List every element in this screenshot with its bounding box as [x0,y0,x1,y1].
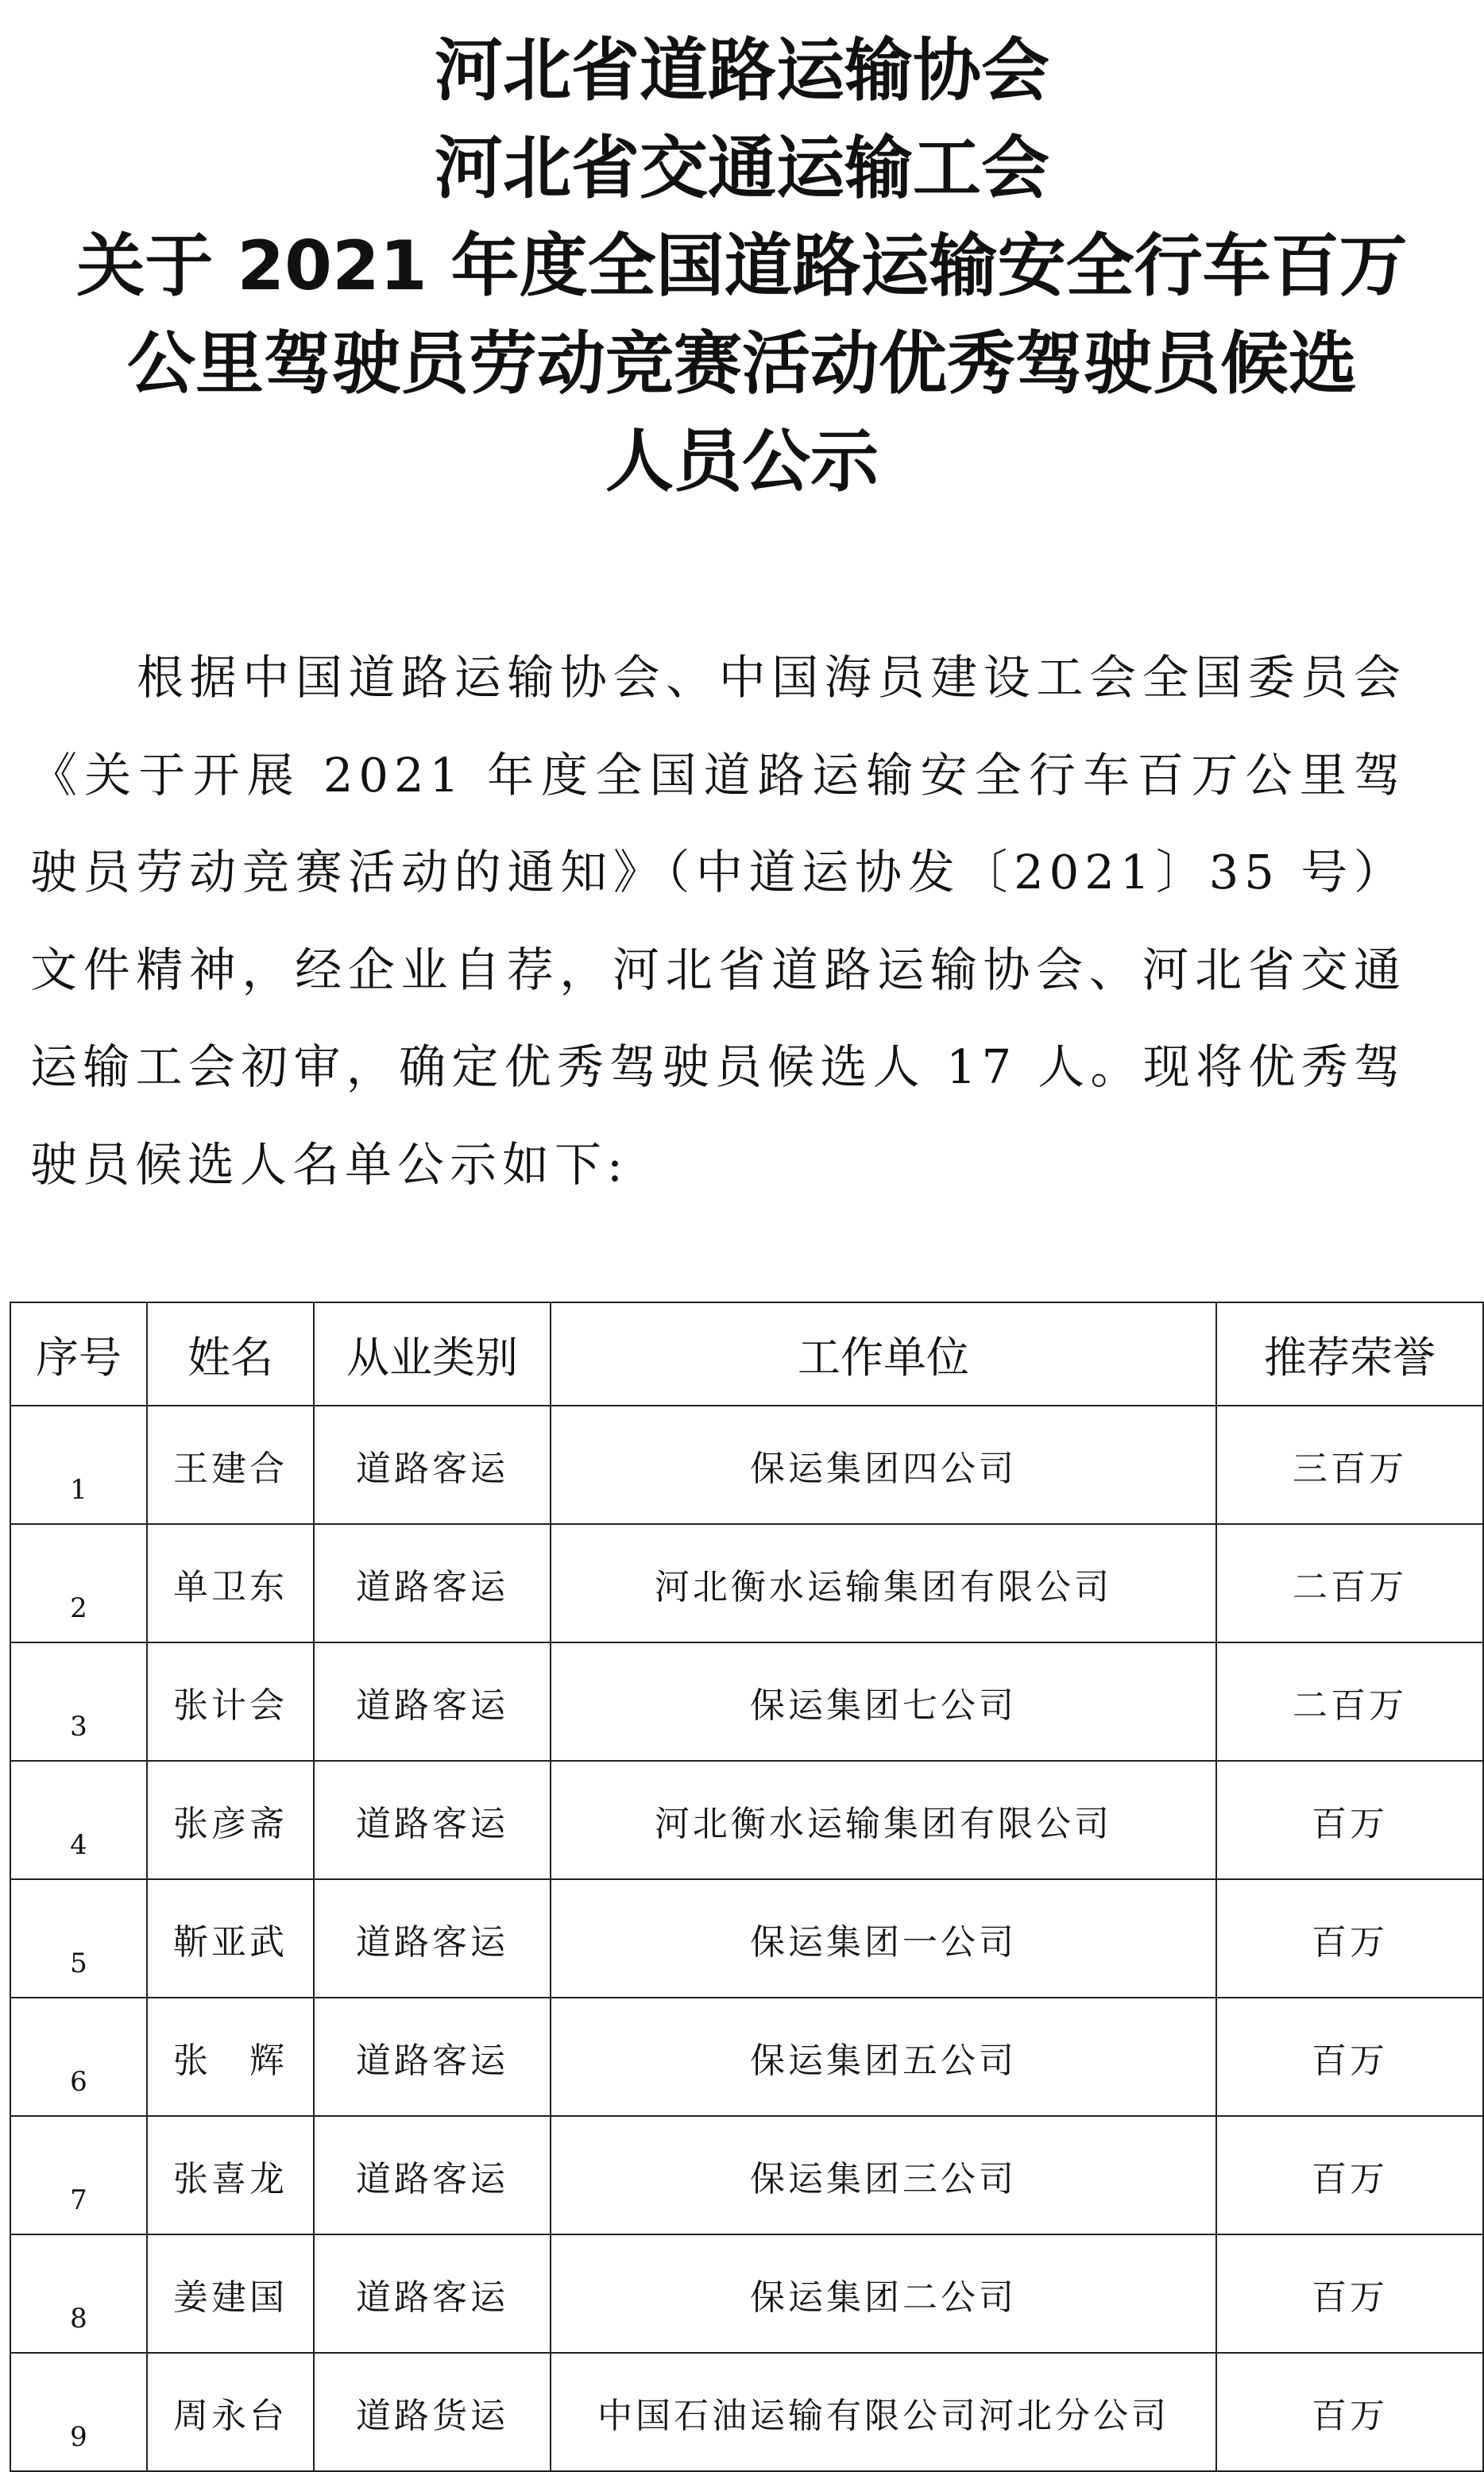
row-honor: 百万 [1216,2234,1483,2353]
row-index: 5 [10,1879,147,1998]
row-unit: 保运集团四公司 [551,1406,1216,1524]
row-category: 道路客运 [314,1524,551,1642]
header-honor: 推荐荣誉 [1216,1302,1483,1406]
row-honor: 百万 [1216,1761,1483,1879]
row-unit: 保运集团七公司 [551,1642,1216,1761]
row-category: 道路客运 [314,1761,551,1879]
header-unit: 工作单位 [551,1302,1216,1406]
title-line-3: 关于 2021 年度全国道路运输安全行车百万 [76,226,1408,306]
table-row [10,1879,1483,1998]
title-line-5: 人员公示 [605,422,879,501]
row-index: 7 [10,2116,147,2234]
row-name: 靳亚武 [147,1879,314,1998]
row-index: 9 [10,2353,147,2471]
row-category: 道路客运 [314,1879,551,1998]
row-name: 张 辉 [147,1998,314,2116]
row-category: 道路客运 [314,1406,551,1524]
table-row [10,1406,1483,1524]
title-line-2: 河北省交通运输工会 [435,129,1049,208]
row-category: 道路客运 [314,2234,551,2353]
row-name: 张彦斋 [147,1761,314,1879]
row-unit: 保运集团二公司 [551,2234,1216,2353]
header-category: 从业类别 [314,1302,551,1406]
candidate-table [10,1302,1484,2472]
row-name: 张喜龙 [147,2116,314,2234]
row-unit: 保运集团一公司 [551,1879,1216,1998]
table-row [10,1642,1483,1761]
header-name: 姓名 [147,1302,314,1406]
table-row [10,2116,1483,2234]
row-name: 周永台 [147,2353,314,2471]
row-category: 道路客运 [314,1998,551,2116]
title-line-1: 河北省道路运输协会 [435,31,1049,110]
row-name: 张计会 [147,1642,314,1761]
row-index: 4 [10,1761,147,1879]
row-index: 1 [10,1406,147,1524]
row-category: 道路客运 [314,2116,551,2234]
table-row [10,1998,1483,2116]
title-line-4: 公里驾驶员劳动竞赛活动优秀驾驶员候选 [127,324,1357,404]
row-name: 单卫东 [147,1524,314,1642]
table-row [10,1761,1483,1879]
header-index: 序号 [10,1302,147,1406]
table-row [10,2353,1483,2471]
row-honor: 百万 [1216,1998,1483,2116]
row-index: 2 [10,1524,147,1642]
row-name: 王建合 [147,1406,314,1524]
row-honor: 百万 [1216,2116,1483,2234]
row-unit: 河北衡水运输集团有限公司 [551,1524,1216,1642]
table-row [10,1524,1483,1642]
row-index: 6 [10,1998,147,2116]
row-unit: 中国石油运输有限公司河北分公司 [551,2353,1216,2471]
row-category: 道路客运 [314,1642,551,1761]
row-unit: 保运集团五公司 [551,1998,1216,2116]
table-row [10,2234,1483,2353]
row-index: 3 [10,1642,147,1761]
row-honor: 二百万 [1216,1524,1483,1642]
row-honor: 百万 [1216,2353,1483,2471]
table-header-row [10,1302,1483,1406]
row-unit: 河北衡水运输集团有限公司 [551,1761,1216,1879]
row-unit: 保运集团三公司 [551,2116,1216,2234]
row-honor: 百万 [1216,1879,1483,1998]
row-honor: 二百万 [1216,1642,1483,1761]
notice-paragraph: 根据中国道路运输协会、中国海员建设工会全国委员会《关于开展 2021 年度全国道路运输安全行车百万公里驾驶员劳动竞赛活动的通知》（中道运协发〔2021〕35 号）文件精神，经企业自荐，河北省道路运输协会、河北省交通运输工会初审，确定优秀驾驶员候选人 17 人。现将优秀驾驶员候选人名单公示如下: [30,650,1406,1192]
row-name: 姜建国 [147,2234,314,2353]
row-honor: 三百万 [1216,1406,1483,1524]
document-title [0,22,1484,511]
row-category: 道路货运 [314,2353,551,2471]
row-index: 8 [10,2234,147,2353]
